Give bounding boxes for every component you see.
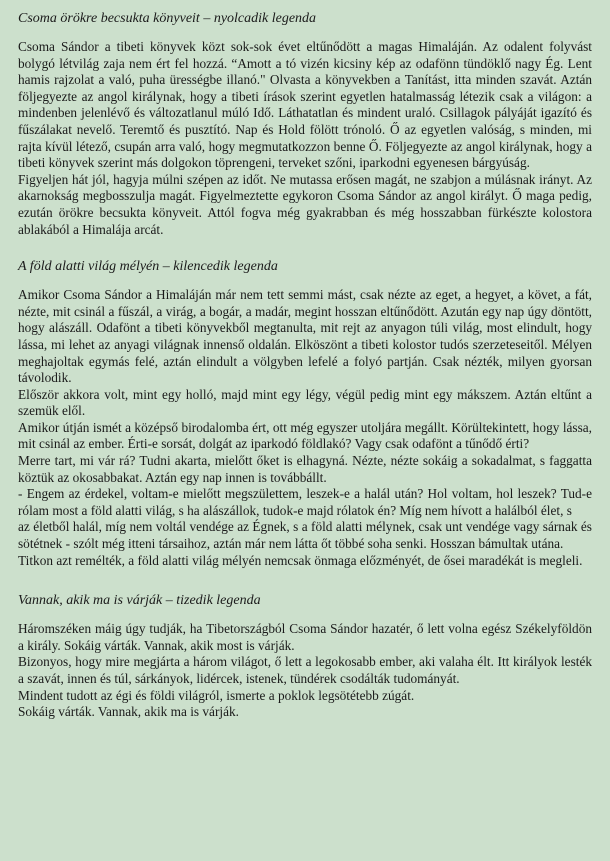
section-title: Vannak, akik ma is várják – tizedik legenda xyxy=(18,593,261,609)
paragraph: Titkon azt remélték, a föld alatti világ mélyén nemcsak önmaga előzményét, de ősei maradékát is megleli. xyxy=(18,552,583,568)
paragraph: Sokáig várták. Vannak, akik ma is várják. xyxy=(18,704,239,720)
section-gap xyxy=(18,569,592,592)
paragraph: Figyeljen hát jól, hagyja múlni szépen az időt. Ne mutassa erősen magát, ne szabjon a múlásnak irányt. Az akarnokság megbosszulja magát. Figyelmeztette egykoron Csoma Sándor az angol királyt. Ő maga pedig, ezután örökre becsukta könyveit. Attól fogva még gyakrabban és még hosszabban fürkészte kolostora ablakából a Himalája arcát. xyxy=(18,171,592,237)
paragraph: az életből halál, míg nem voltál vendége az Égnek, s a föld alatti mélynek, csak unt vendége vagy sárnak és sötétnek - szólt még itteni társaihoz, aztán már nem látta őt többé soha senki. Hosszan bámultak utána. xyxy=(18,519,592,552)
section-title: A föld alatti világ mélyén – kilencedik legenda xyxy=(18,259,278,275)
paragraph: Amikor Csoma Sándor a Himaláján már nem tett semmi mást, csak nézte az eget, a hegyet, a követ, a fát, nézte, mit csinál a fűszál, a virág, a bogár, a madár, megint hosszan eltűnődött. Azután egy nap úgy döntött, hogy alászáll. Odafönt a tibeti könyvekből megtanulta, mit rejt az anyagon túli világ, most elindult, hogy lássa, mi lehet az anyagi világnak innenső oldalán. Elköszönt a tibeti kolostor tudós szerzeteseitől. Mélyen meghajoltak egymás felé, aztán elindult a völgyben lefelé a folyó partján. Csak nézték, milyen gyorsan távolodik. xyxy=(18,287,592,386)
paragraph: Háromszéken máig úgy tudják, ha Tibetországból Csoma Sándor hazatér, ő lett volna egész Székelyföldön a király. Sokáig várták. Vannak, akik most is várják. xyxy=(18,621,592,653)
legend-section-8 xyxy=(18,10,592,238)
paragraph: Mindent tudott az égi és földi világról, ismerte a poklok legsötétebb zúgát. xyxy=(18,687,415,703)
paragraph: Csoma Sándor a tibeti könyvek közt sok-sok évet eltűnődött a magas Himaláján. Az odalent folyvást bolygó létvilág zaja nem ért fel hozzá. “Amott a tó vizén kicsiny kép az odafönn tündöklő nagy Ég. Lent hamis rajzolat a való, puha ürességbe illanó." Olvasta a könyvekben a Tanítást, itta minden szavát. Aztán följegyezte az angol királynak, hogy a tibeti írások szerint egyetlen hatalmasság létezik csak a világon: a mindenben jelenlévő és változatlanul múló Idő. Láthatatlan és mindent uraló. Csillagok pályáját igazító és fűszálakat nevelő. Teremtő és pusztító. Nap és Hold fölött trónoló. Ő az egyetlen valóság, s minden, mi rajta kívül létező, csupán arra való, hogy megmutatkozzon benne Ő. Följegyezte az angol királynak, hogy a tibeti könyvek szerint más dolgokon töprengeni, terveket szőni, iparkodni egyenesen bárgyúság. xyxy=(18,39,592,171)
legend-section-9 xyxy=(18,258,592,569)
section-title: Csoma örökre becsukta könyveit – nyolcadik legenda xyxy=(18,11,317,26)
paragraph: Merre tart, mi vár rá? Tudni akarta, mielőtt őket is elhagyná. Nézte, nézte sokáig a sokadalmat, s faggatta köztük az okosabbakat. Aztán egy nap innen is továbbállt. xyxy=(18,453,592,485)
paragraph: Bizonyos, hogy mire megjárta a három világot, ő lett a legokosabb ember, aki valaha élt. Itt királyok lesték a szavát, innen és túl, sárkányok, lidércek, istenek, tündérek csodálták tudományát. xyxy=(18,654,592,686)
paragraph: Amikor útján ismét a középső birodalomba ért, ott még egyszer utoljára megállt. Körültekintett, hogy lássa, mit csinál az ember. Érti-e sorsát, dolgát az iparkodó földlakó? Vagy csak odafönt a tűnődő érti? xyxy=(18,419,592,452)
paragraph: Először akkora volt, mint egy holló, majd mint egy légy, végül pedig mint egy mákszem. Aztán eltűnt a szemük elől. xyxy=(18,386,592,419)
paragraph: - Engem az érdekel, voltam-e mielőtt megszülettem, leszek-e a halál után? Hol voltam, hol leszek? Tud-e rólam most a föld alatti világ, s ha alászállok, tudok-e majd rólatok én? Míg nem hívott a halálból élet, s xyxy=(18,486,592,518)
section-gap xyxy=(18,238,592,258)
legend-section-10 xyxy=(18,592,592,721)
